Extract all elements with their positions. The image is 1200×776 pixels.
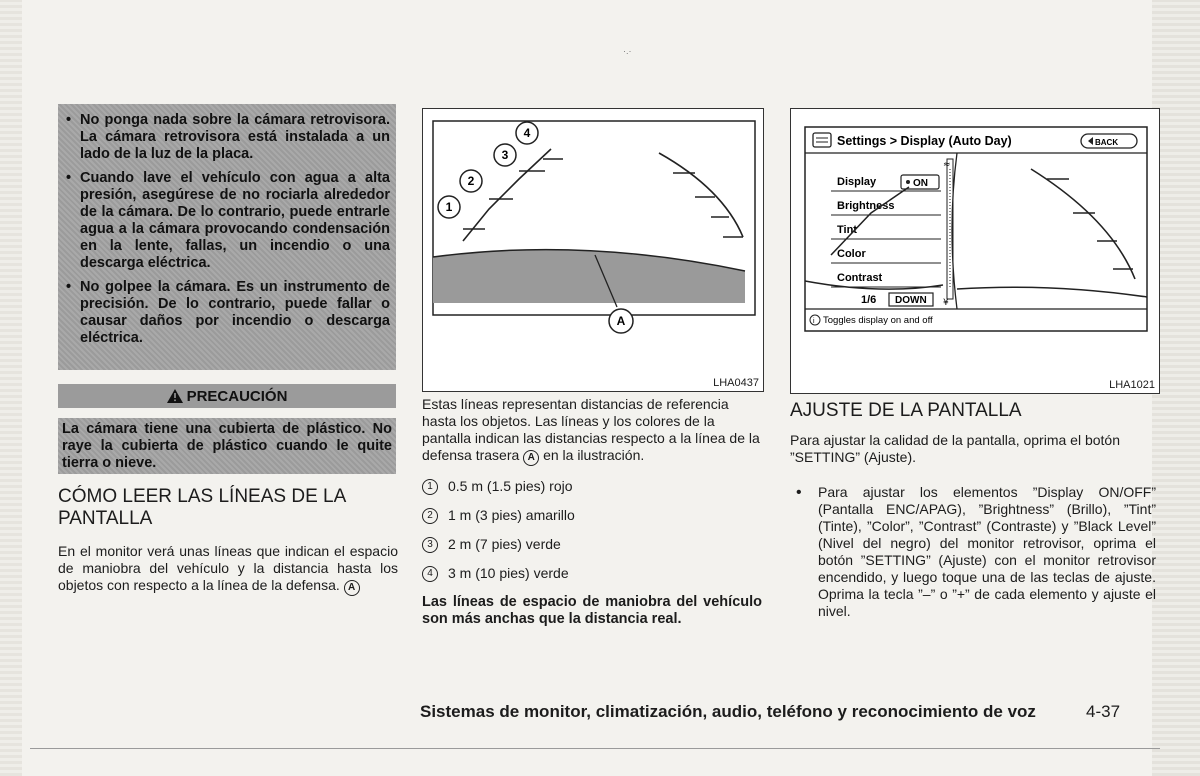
callout-a: A	[616, 314, 626, 328]
caution-title: PRECAUCIÓN	[186, 387, 288, 405]
menu-item-contrast[interactable]: Contrast	[837, 272, 883, 284]
footer-chapter: Sistemas de monitor, climatización, audio, teléfono y reconocimiento de voz	[420, 702, 1036, 721]
down-button[interactable]: DOWN	[895, 295, 927, 306]
svg-text:i: i	[813, 318, 815, 325]
back-button[interactable]: BACK	[1095, 138, 1119, 147]
number-circle-icon: 1	[422, 479, 438, 495]
page-edge-left	[0, 0, 22, 776]
label-a-icon: A	[523, 450, 539, 466]
number-circle-icon: 3	[422, 537, 438, 553]
guide-lines-diagram	[423, 109, 763, 391]
distance-item	[422, 565, 762, 582]
warning-item: • No golpee la cámara. Es un instrumento de precisión. De lo contrario, puede fallar o causar daños por incendio o descarga eléctrica.	[80, 279, 390, 347]
number-circle-icon: 2	[422, 508, 438, 524]
figure-guide-lines	[422, 108, 764, 392]
page-number: 4-37	[1086, 702, 1121, 721]
menu-item-color[interactable]: Color	[837, 248, 866, 260]
paragraph-text: Estas líneas representan distancias de referencia hasta los objetos. Las líneas y los colores de la pantalla indican las distancias respecto a la línea de la defensa trasera	[422, 396, 760, 463]
label-a-icon: A	[344, 580, 360, 596]
distance-item	[422, 507, 762, 524]
section-paragraph-lines	[58, 543, 398, 596]
distance-text: 1 m (3 pies) amarillo	[448, 507, 575, 523]
menu-item-brightness[interactable]: Brightness	[837, 200, 895, 212]
bold-note: Las líneas de espacio de maniobra del vehículo son más anchas que la distancia real.	[422, 594, 762, 627]
distance-item	[422, 536, 762, 553]
section-paragraph-display: Para ajustar la calidad de la pantalla, oprima el botón ”SETTING” (Ajuste).	[790, 432, 1120, 465]
distance-text: 0.5 m (1.5 pies) rojo	[448, 478, 573, 494]
screen-title: Settings > Display (Auto Day)	[837, 134, 1012, 148]
callout-3: 3	[501, 148, 509, 162]
callout-1: 1	[445, 200, 453, 214]
callout-4: 4	[523, 126, 531, 140]
settings-screen-diagram	[791, 109, 1159, 393]
figure-code: LHA1021	[1109, 379, 1155, 391]
distance-text: 3 m (10 pies) verde	[448, 565, 569, 581]
callout-2: 2	[467, 174, 475, 188]
toggle-on[interactable]: ON	[913, 178, 928, 189]
warning-item: • Cuando lave el vehículo con agua a alta presión, asegúrese de no rociarla alrededor de la cámara. De lo contrario, puede entrarle agua a la cámara provocando condensación en la lente, fallas, un incendio o una descarga eléctrica.	[80, 170, 390, 272]
caution-text: La cámara tiene una cubierta de plástico. No raye la cubierta de plástico cuando le quite tierra o nieve.	[58, 418, 396, 474]
bottom-rule	[30, 748, 1160, 749]
printer-mark: ·.·	[623, 46, 632, 56]
paragraph-text: En el monitor verá unas líneas que indican el espacio de maniobra del vehículo y la distancia hasta los objetos con respecto a la línea de la defensa.	[58, 543, 398, 593]
menu-item-display[interactable]: Display	[837, 176, 877, 188]
middle-paragraph	[422, 396, 764, 466]
warning-item: • No ponga nada sobre la cámara retrovisora. La cámara retrovisora está instalada a un lado de la luz de la placa.	[80, 112, 390, 163]
warning-triangle-icon	[167, 389, 183, 403]
figure-settings-screen	[790, 108, 1160, 394]
distance-item	[422, 478, 762, 495]
distance-text: 2 m (7 pies) verde	[448, 536, 561, 552]
caution-heading	[58, 384, 396, 408]
number-circle-icon: 4	[422, 566, 438, 582]
display-bullet: • Para ajustar los elementos ”Display ON/OFF” (Pantalla ENC/APAG), ”Brightness” (Brillo), ”Tint” (Tinte), ”Color”, ”Contrast” (Contraste) y ”Black Level” (Nivel del negro) del monitor retrovisor, oprima el botón ”SETTING” (Ajuste) con el monitor retrovisor encendido, y luego toque una de las teclas de ajuste. Oprima la tecla ”–” o ”+” de cada elemento y ajuste el nivel.	[818, 484, 1156, 620]
section-heading-display: AJUSTE DE LA PANTALLA	[790, 400, 1022, 421]
menu-item-tint[interactable]: Tint	[837, 224, 857, 236]
scroll-up-icon[interactable]: ≈	[943, 160, 951, 170]
page-indicator: 1/6	[861, 294, 877, 306]
section-heading-lines: CÓMO LEER LAS LÍNEAS DE LA PANTALLA	[58, 486, 346, 529]
warning-box	[58, 104, 396, 370]
scroll-down-icon[interactable]: ¥	[943, 298, 949, 308]
info-text: Toggles display on and off	[823, 315, 933, 326]
paragraph-text-end: en la ilustración.	[543, 447, 645, 463]
figure-code: LHA0437	[713, 377, 759, 389]
